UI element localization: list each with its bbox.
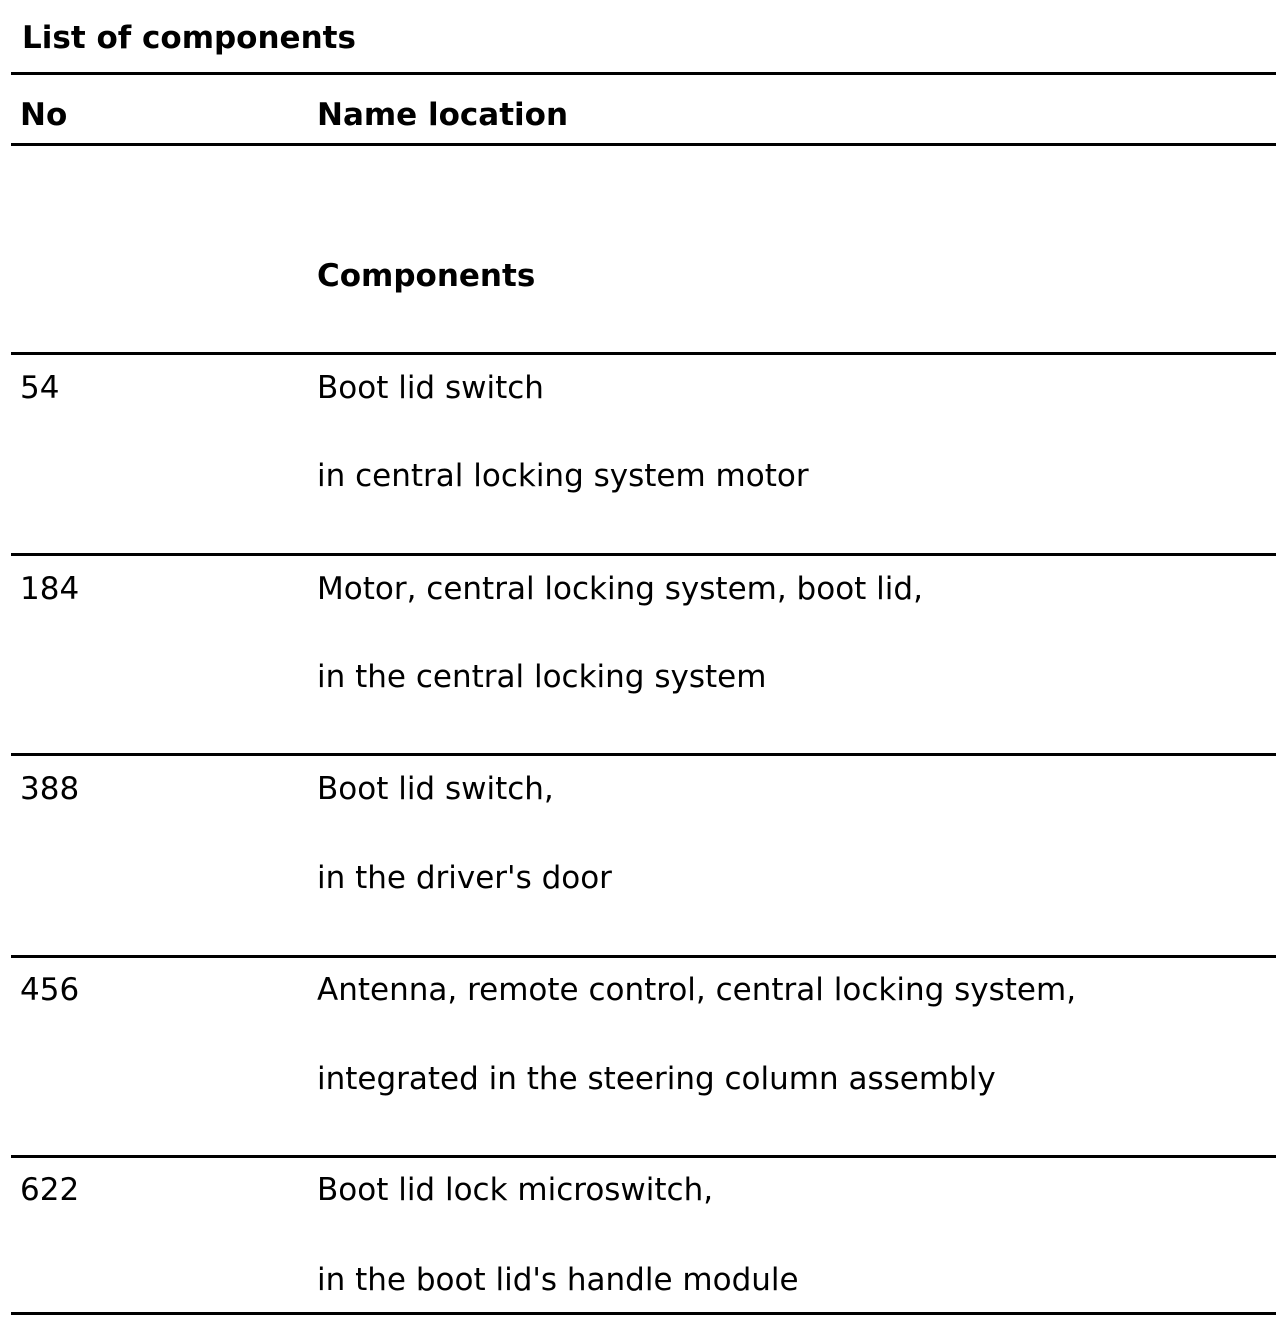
row-divider: [11, 753, 1276, 756]
row-no: 184: [20, 571, 80, 607]
row-name-line1: Boot lid switch: [317, 370, 544, 406]
row-name-line1: Antenna, remote control, central locking system,: [317, 972, 1077, 1008]
row-name-line1: Boot lid lock microswitch,: [317, 1172, 714, 1208]
row-no: 388: [20, 771, 80, 807]
document-title: List of components: [22, 20, 356, 56]
row-name-line1: Boot lid switch,: [317, 771, 554, 807]
row-name-line2: integrated in the steering column assembly: [317, 1061, 996, 1097]
row-no: 54: [20, 370, 60, 406]
row-no: 622: [20, 1172, 80, 1208]
row-divider: [11, 955, 1276, 958]
rule-bottom: [11, 1312, 1276, 1315]
rule-header: [11, 143, 1276, 146]
row-name-line2: in the boot lid's handle module: [317, 1262, 799, 1298]
rule-top: [11, 72, 1276, 75]
row-divider: [11, 1155, 1276, 1158]
rule-section: [11, 352, 1276, 355]
row-name-line2: in the driver's door: [317, 860, 612, 896]
row-no: 456: [20, 972, 80, 1008]
row-name-line2: in the central locking system: [317, 659, 767, 695]
row-name-line2: in central locking system motor: [317, 458, 809, 494]
section-heading: Components: [317, 258, 536, 294]
row-divider: [11, 553, 1276, 556]
row-name-line1: Motor, central locking system, boot lid,: [317, 571, 923, 607]
header-no: No: [20, 97, 68, 133]
header-name-location: Name location: [317, 97, 569, 133]
